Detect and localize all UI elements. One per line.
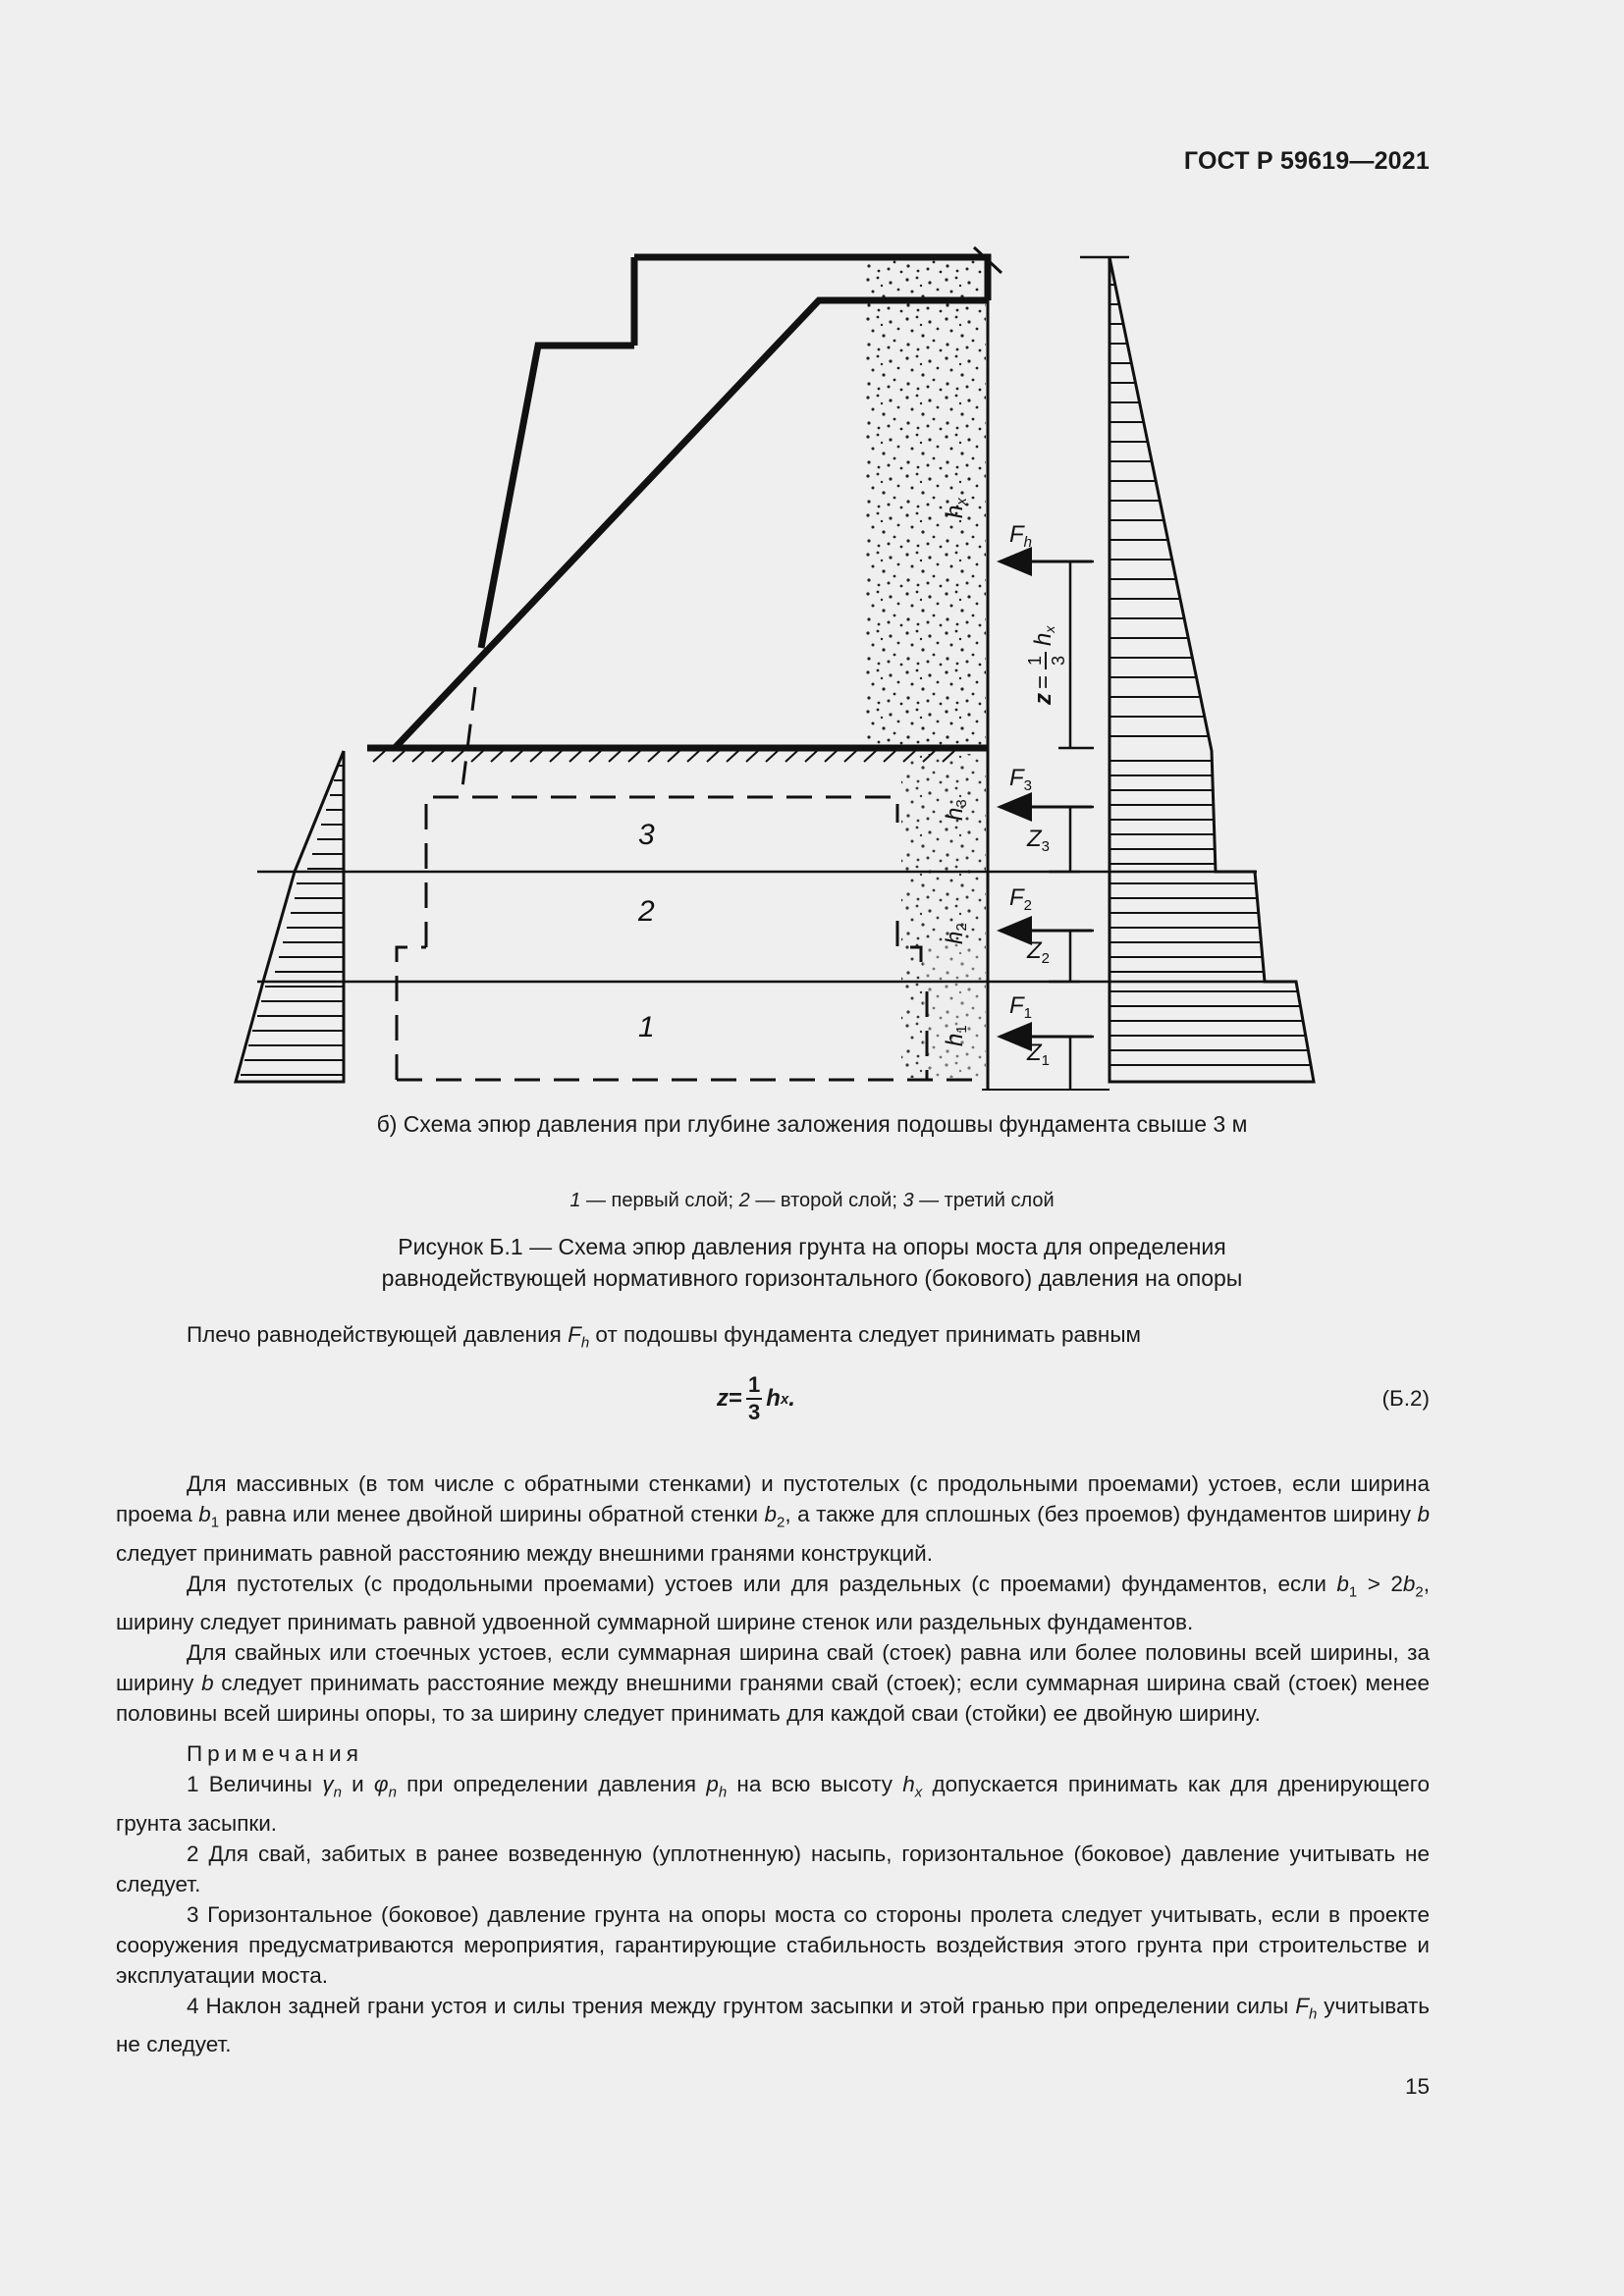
paragraph-arm: Плечо равнодействующей давления $F_h$ от подошвы фундамента следует принимать равным xyxy=(187,1322,1141,1352)
note-4: 4 Наклон задней грани устоя и силы трения между грунтом засыпки и этой гранью при определении силы $F_h$ учитывать не следует. xyxy=(116,1993,1430,2056)
main-text-block xyxy=(116,1468,1430,2059)
svg-text:hx: hx xyxy=(1030,625,1057,646)
label-z3: $Z_3$ xyxy=(1027,826,1051,855)
label-z2: $Z_2$ xyxy=(1027,937,1051,967)
note-3: 3 Горизонтальное (боковое) давление грунта на опоры моста со стороны пролета следует учитывать, если в проекте сооружения предусматриваются мероприятия, гарантирующие стабильность воздействия этого грунта при строительстве и эксплуатации моста. xyxy=(116,1901,1430,1988)
paragraph-1: Для массивных (в том числе с обратными стенками) и пустотелых (с продольными проемами) устоев, если ширина проема $b_1$ равна или менее двойной ширины обратной стенки $b_2$, а также для сплошных (без проемов) фундаментов ширину b следует принимать равной расстоянию между внешними гранями конструкций. xyxy=(116,1471,1430,1566)
figure-legend: 1 — первый слой; 2 — второй слой; 3 — третий слой xyxy=(569,1190,1055,1211)
label-layer1: 1 xyxy=(638,1011,655,1043)
label-f1: $F_1$ xyxy=(1009,992,1033,1022)
label-f2: $F_2$ xyxy=(1009,884,1033,914)
right-pressure-epure xyxy=(1080,257,1314,1082)
label-z1: $Z_1$ xyxy=(1027,1040,1051,1069)
label-h1: h1 xyxy=(942,1025,970,1046)
label-hx: hx xyxy=(942,498,970,518)
page-number: 15 xyxy=(1404,2074,1430,2099)
formula-b2: z = $\frac{1}{3}$ h x . xyxy=(717,1372,795,1424)
pressure-diagram-figure xyxy=(0,0,1624,1109)
figure-subcaption: б) Схема эпюр давления при глубине заложения подошвы фундамента свыше 3 м xyxy=(376,1111,1248,1137)
label-h3: h3 xyxy=(942,799,970,821)
svg-text:1: 1 xyxy=(1025,655,1045,666)
ground-hatch xyxy=(373,751,954,762)
paragraph-2: Для пустотелых (с продольными проемами) устоев или для раздельных (с проемами) фундаментов, если $b_1 > 2b_2$, ширину следует принимать равной удвоенной суммарной ширине стенок или раздельных фундаментов. xyxy=(116,1571,1431,1634)
equation-number: (Б.2) xyxy=(1381,1386,1430,1411)
notes-heading: Примечания xyxy=(187,1741,363,1766)
label-layer3: 3 xyxy=(638,819,655,851)
label-f3: $F_3$ xyxy=(1009,765,1033,794)
standard-header: ГОСТ Р 59619—2021 xyxy=(1183,147,1430,175)
svg-text:z: z xyxy=(1030,693,1056,705)
foundation-dashed xyxy=(397,797,982,1080)
svg-text:3: 3 xyxy=(1049,655,1068,666)
note-2: 2 Для свай, забитых в ранее возведенную (уплотненную) насыпь, горизонтальное (боковое) давление учитывать не следует. xyxy=(116,1841,1430,1896)
note-1: 1 Величины $\gamma_n$ и $\varphi_n$ при определении давления $p_h$ на всю высоту $h_x$ допускается принимать как для дренирующего грунта засыпки. xyxy=(116,1772,1431,1836)
svg-text:=: = xyxy=(1030,674,1056,689)
left-pressure-epure xyxy=(236,751,344,1082)
label-z-formula xyxy=(1025,625,1068,706)
label-fh: $F_h$ xyxy=(1009,521,1033,551)
paragraph-3: Для свайных или стоечных устоев, если суммарная ширина свай (стоек) равна или более половины всей ширины, за ширину b следует принимать расстояние между внешними гранями свай (стоек); если суммарная ширина свай (стоек) менее половины всей ширины опоры, то за ширину следует принимать для каждой сваи (стойки) ее двойную ширину. xyxy=(116,1640,1430,1726)
figure-title: Рисунок Б.1 — Схема эпюр давления грунта на опоры моста для определения равнодействующей нормативного горизонтального (бокового) давления на опоры xyxy=(381,1234,1243,1291)
label-layer2: 2 xyxy=(638,895,655,928)
label-h2: h2 xyxy=(942,923,970,944)
